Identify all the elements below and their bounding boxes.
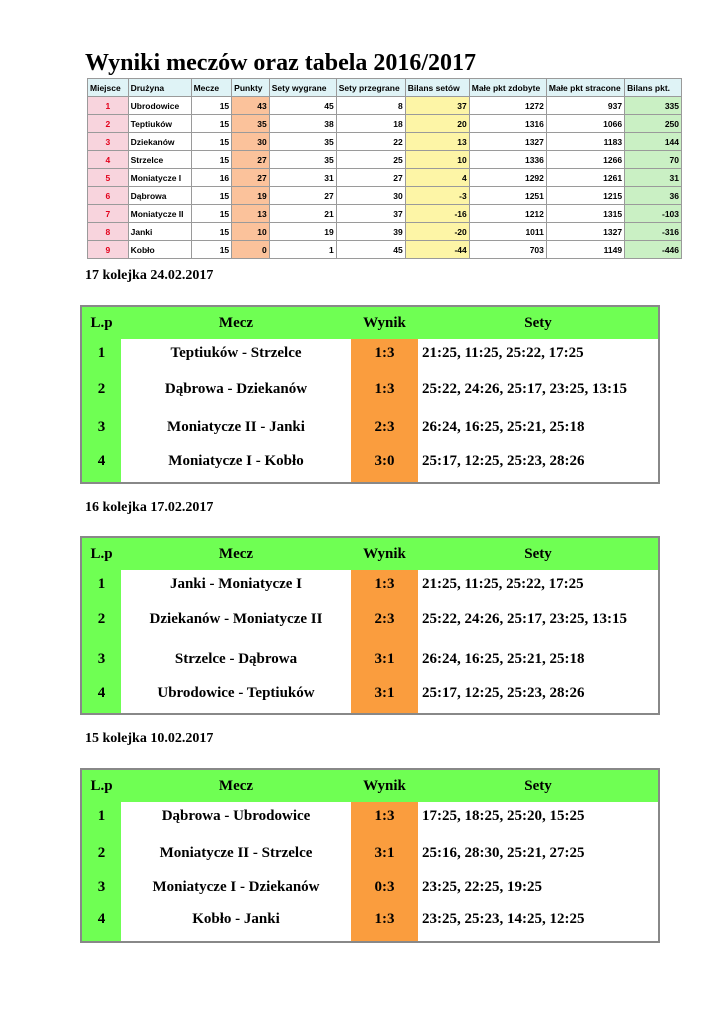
standings-cell-points-won: 703 <box>469 241 546 259</box>
match-result: 2:3 <box>374 419 395 435</box>
round-heading: 17 kolejka 24.02.2017 <box>85 268 214 283</box>
standings-cell-sets-won: 19 <box>269 223 336 241</box>
standings-row <box>88 97 682 115</box>
match-number: 1 <box>97 576 106 592</box>
standings-cell-points-balance: 36 <box>625 187 682 205</box>
header-sety: Sety <box>418 306 659 339</box>
standings-cell-points-lost: 1066 <box>546 115 624 133</box>
standings-cell-points: 27 <box>232 151 270 169</box>
standings-cell-sets-balance: -16 <box>405 205 469 223</box>
standings-cell-sets-balance: -44 <box>405 241 469 259</box>
match-number: 4 <box>97 911 106 927</box>
round-heading: 16 kolejka 17.02.2017 <box>85 500 214 515</box>
match-number: 1 <box>97 345 106 361</box>
header-mecz: Mecz <box>121 537 351 570</box>
standings-header: Mecze <box>191 79 232 97</box>
standings-cell-sets-balance: -20 <box>405 223 469 241</box>
standings-header: Sety wygrane <box>269 79 336 97</box>
standings-cell-place: 8 <box>88 223 129 241</box>
standings-cell-points: 35 <box>232 115 270 133</box>
header-mecz: Mecz <box>121 769 351 802</box>
standings-cell-points-lost: 1315 <box>546 205 624 223</box>
standings-row <box>88 151 682 169</box>
match-result: 1:3 <box>374 345 395 361</box>
header-wynik: Wynik <box>351 537 418 570</box>
standings-cell-sets-won: 35 <box>269 133 336 151</box>
standings-cell-sets-lost: 22 <box>336 133 405 151</box>
standings-cell-sets-won: 27 <box>269 187 336 205</box>
standings-cell-sets-won: 21 <box>269 205 336 223</box>
match-result: 3:1 <box>374 651 395 667</box>
standings-row <box>88 241 682 259</box>
match-row <box>81 873 659 905</box>
match-result: 3:0 <box>374 453 395 469</box>
match-sets: 21:25, 11:25, 25:22, 17:25 <box>422 576 584 592</box>
standings-cell-points: 0 <box>232 241 270 259</box>
standings-cell-sets-lost: 27 <box>336 169 405 187</box>
standings-cell-matches: 16 <box>191 169 232 187</box>
match-number: 3 <box>97 419 106 435</box>
match-teams: Dąbrowa - Ubrodowice <box>161 808 311 824</box>
standings-header: Sety przegrane <box>336 79 405 97</box>
match-teams: Moniatycze I - Kobło <box>168 453 304 469</box>
standings-cell-sets-won: 38 <box>269 115 336 133</box>
header-lp: L.p <box>81 306 121 339</box>
standings-row <box>88 133 682 151</box>
standings-cell-points-lost: 1327 <box>546 223 624 241</box>
standings-cell-place: 7 <box>88 205 129 223</box>
round-header-row <box>81 769 659 802</box>
header-mecz: Mecz <box>121 306 351 339</box>
match-row <box>81 905 659 942</box>
match-teams: Teptiuków - Strzelce <box>170 345 302 361</box>
standings-cell-team: Moniatycze I <box>128 169 191 187</box>
standings-header: Małe pkt stracone <box>546 79 624 97</box>
standings-cell-matches: 15 <box>191 115 232 133</box>
standings-cell-place: 2 <box>88 115 129 133</box>
standings-cell-matches: 15 <box>191 241 232 259</box>
match-row <box>81 375 659 413</box>
header-sety: Sety <box>418 537 659 570</box>
match-row <box>81 645 659 679</box>
standings-cell-place: 4 <box>88 151 129 169</box>
match-sets: 25:16, 28:30, 25:21, 27:25 <box>422 845 585 861</box>
standings-cell-points-won: 1327 <box>469 133 546 151</box>
standings-table <box>87 78 682 259</box>
standings-cell-points-balance: 144 <box>625 133 682 151</box>
match-sets: 26:24, 16:25, 25:21, 25:18 <box>422 651 585 667</box>
standings-header: Bilans setów <box>405 79 469 97</box>
match-sets: 25:17, 12:25, 25:23, 28:26 <box>422 453 585 469</box>
standings-cell-points-lost: 1266 <box>546 151 624 169</box>
standings-row <box>88 115 682 133</box>
header-wynik: Wynik <box>351 769 418 802</box>
standings-cell-place: 6 <box>88 187 129 205</box>
standings-cell-sets-won: 31 <box>269 169 336 187</box>
standings-cell-sets-balance: 20 <box>405 115 469 133</box>
match-number: 2 <box>97 381 106 397</box>
match-teams: Dąbrowa - Dziekanów <box>164 381 308 397</box>
standings-cell-points-balance: -103 <box>625 205 682 223</box>
standings-cell-matches: 15 <box>191 223 232 241</box>
standings-cell-points-lost: 1215 <box>546 187 624 205</box>
match-teams: Janki - Moniatycze I <box>169 576 303 592</box>
match-row <box>81 413 659 447</box>
standings-cell-points-won: 1316 <box>469 115 546 133</box>
standings-cell-team: Kobło <box>128 241 191 259</box>
match-result: 1:3 <box>374 576 395 592</box>
match-row <box>81 802 659 839</box>
standings-cell-sets-balance: 10 <box>405 151 469 169</box>
match-row <box>81 605 659 645</box>
standings-cell-points-won: 1292 <box>469 169 546 187</box>
match-teams: Ubrodowice - Teptiuków <box>157 685 315 701</box>
match-row <box>81 447 659 483</box>
standings-cell-points-balance: -316 <box>625 223 682 241</box>
match-number: 2 <box>97 845 106 861</box>
standings-row <box>88 169 682 187</box>
standings-cell-points: 27 <box>232 169 270 187</box>
standings-cell-points-lost: 1149 <box>546 241 624 259</box>
page-title: Wyniki meczów oraz tabela 2016/2017 <box>85 50 477 76</box>
standings-cell-points-lost: 1261 <box>546 169 624 187</box>
standings-cell-points-balance: 335 <box>625 97 682 115</box>
standings-cell-team: Ubrodowice <box>128 97 191 115</box>
standings-body <box>88 97 682 259</box>
standings-cell-sets-lost: 18 <box>336 115 405 133</box>
round-table <box>80 536 660 715</box>
match-row <box>81 839 659 873</box>
match-number: 2 <box>97 611 106 627</box>
match-number: 4 <box>97 685 106 701</box>
match-teams: Dziekanów - Moniatycze II <box>149 611 323 627</box>
standings-cell-points: 13 <box>232 205 270 223</box>
standings-cell-team: Moniatycze II <box>128 205 191 223</box>
match-result: 1:3 <box>374 381 395 397</box>
standings-cell-place: 3 <box>88 133 129 151</box>
match-teams: Kobło - Janki <box>192 911 280 927</box>
header-wynik: Wynik <box>351 306 418 339</box>
standings-cell-points: 19 <box>232 187 270 205</box>
round-table <box>80 305 660 484</box>
match-sets: 25:22, 24:26, 25:17, 23:25, 13:15 <box>422 611 627 627</box>
match-row <box>81 679 659 714</box>
standings-cell-matches: 15 <box>191 151 232 169</box>
match-teams: Strzelce - Dąbrowa <box>174 651 298 667</box>
match-sets: 23:25, 25:23, 14:25, 12:25 <box>422 911 585 927</box>
standings-cell-points: 10 <box>232 223 270 241</box>
standings-cell-matches: 15 <box>191 97 232 115</box>
standings-cell-points-won: 1272 <box>469 97 546 115</box>
standings-cell-sets-lost: 30 <box>336 187 405 205</box>
match-teams: Moniatycze II - Strzelce <box>159 845 313 861</box>
match-number: 3 <box>97 879 106 895</box>
match-sets: 25:17, 12:25, 25:23, 28:26 <box>422 685 585 701</box>
header-lp: L.p <box>81 769 121 802</box>
standings-cell-matches: 15 <box>191 205 232 223</box>
match-number: 4 <box>97 453 106 469</box>
standings-header: Miejsce <box>88 79 129 97</box>
standings-cell-sets-lost: 8 <box>336 97 405 115</box>
standings-cell-points-lost: 937 <box>546 97 624 115</box>
standings-cell-points-won: 1336 <box>469 151 546 169</box>
match-result: 3:1 <box>374 845 395 861</box>
match-sets: 26:24, 16:25, 25:21, 25:18 <box>422 419 585 435</box>
match-number: 1 <box>97 808 106 824</box>
match-number: 3 <box>97 651 106 667</box>
standings-header: Małe pkt zdobyte <box>469 79 546 97</box>
match-result: 0:3 <box>374 879 395 895</box>
standings-header: Drużyna <box>128 79 191 97</box>
standings-row <box>88 187 682 205</box>
standings-cell-team: Dąbrowa <box>128 187 191 205</box>
match-sets: 17:25, 18:25, 25:20, 15:25 <box>422 808 585 824</box>
match-row <box>81 339 659 375</box>
round-table <box>80 768 660 943</box>
standings-header-row <box>88 79 682 97</box>
match-teams: Moniatycze I - Dziekanów <box>152 879 320 895</box>
standings-cell-sets-won: 1 <box>269 241 336 259</box>
standings-cell-sets-lost: 39 <box>336 223 405 241</box>
standings-cell-team: Dziekanów <box>128 133 191 151</box>
match-sets: 23:25, 22:25, 19:25 <box>422 879 542 895</box>
standings-cell-place: 1 <box>88 97 129 115</box>
match-row <box>81 570 659 605</box>
standings-cell-points-balance: 70 <box>625 151 682 169</box>
standings-cell-matches: 15 <box>191 133 232 151</box>
standings-cell-sets-lost: 45 <box>336 241 405 259</box>
standings-cell-points-balance: -446 <box>625 241 682 259</box>
header-sety: Sety <box>418 769 659 802</box>
standings-cell-place: 9 <box>88 241 129 259</box>
standings-cell-sets-balance: 37 <box>405 97 469 115</box>
standings-row <box>88 205 682 223</box>
standings-cell-team: Strzelce <box>128 151 191 169</box>
header-lp: L.p <box>81 537 121 570</box>
match-sets: 21:25, 11:25, 25:22, 17:25 <box>422 345 584 361</box>
standings-cell-points-balance: 31 <box>625 169 682 187</box>
round-header-row <box>81 306 659 339</box>
round-header-row <box>81 537 659 570</box>
standings-cell-points-lost: 1183 <box>546 133 624 151</box>
standings-cell-sets-won: 45 <box>269 97 336 115</box>
standings-cell-team: Teptiuków <box>128 115 191 133</box>
standings-cell-points-won: 1251 <box>469 187 546 205</box>
match-sets: 25:22, 24:26, 25:17, 23:25, 13:15 <box>422 381 627 397</box>
standings-cell-points: 43 <box>232 97 270 115</box>
standings-cell-sets-won: 35 <box>269 151 336 169</box>
standings-cell-points-won: 1212 <box>469 205 546 223</box>
standings-row <box>88 223 682 241</box>
standings-header: Bilans pkt. <box>625 79 682 97</box>
match-teams: Moniatycze II - Janki <box>167 419 305 435</box>
standings-cell-sets-balance: 4 <box>405 169 469 187</box>
standings-cell-matches: 15 <box>191 187 232 205</box>
match-result: 1:3 <box>374 808 395 824</box>
match-result: 1:3 <box>374 911 395 927</box>
standings-cell-place: 5 <box>88 169 129 187</box>
round-heading: 15 kolejka 10.02.2017 <box>85 731 214 746</box>
standings-cell-points: 30 <box>232 133 270 151</box>
standings-cell-sets-lost: 25 <box>336 151 405 169</box>
standings-cell-sets-balance: 13 <box>405 133 469 151</box>
standings-cell-team: Janki <box>128 223 191 241</box>
standings-cell-points-balance: 250 <box>625 115 682 133</box>
match-result: 3:1 <box>374 685 395 701</box>
standings-cell-sets-balance: -3 <box>405 187 469 205</box>
match-result: 2:3 <box>374 611 395 627</box>
standings-header: Punkty <box>232 79 270 97</box>
standings-cell-points-won: 1011 <box>469 223 546 241</box>
standings-cell-sets-lost: 37 <box>336 205 405 223</box>
